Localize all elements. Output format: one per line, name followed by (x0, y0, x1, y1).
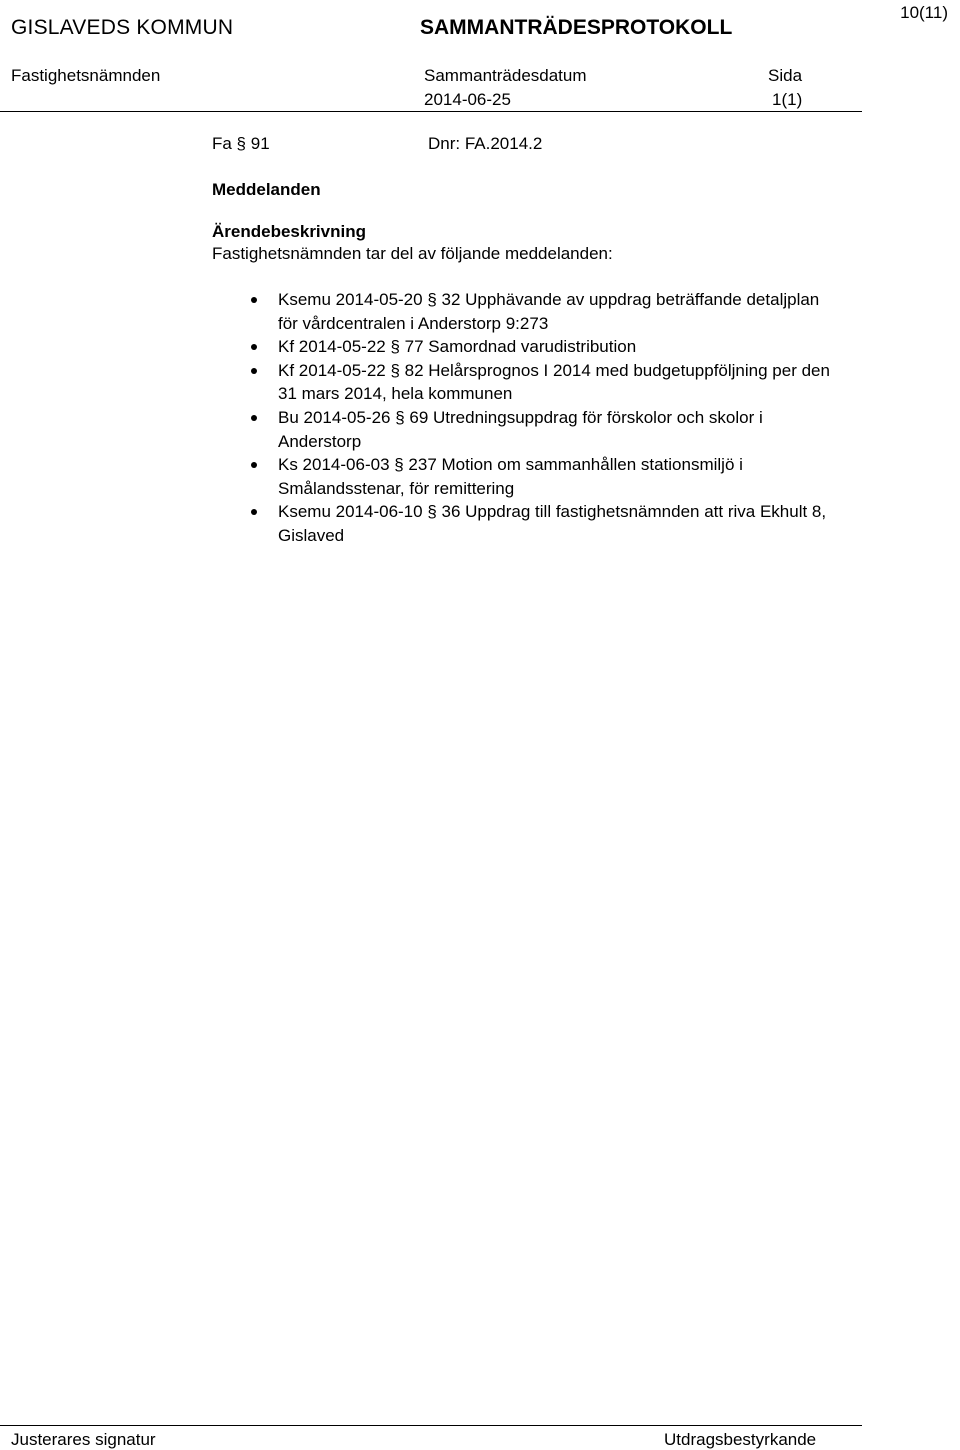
list-item (212, 453, 838, 500)
footer-divider (0, 1425, 862, 1426)
list-item-text: Ks 2014-06-03 § 237 Motion om sammanhållen stationsmiljö i Smålandsstenar, för remittering (278, 455, 743, 498)
list-item (212, 500, 838, 547)
extract-certification-label: Utdragsbestyrkande (664, 1430, 817, 1449)
intro-text: Fastighetsnämnden tar del av följande meddelanden: (212, 244, 613, 263)
bullet-icon (251, 509, 257, 515)
list-item-text: Kf 2014-05-22 § 82 Helårsprognos I 2014 med budgetuppföljning per den 31 mars 2014, hela kommunen (278, 360, 830, 404)
bullet-icon (251, 368, 257, 374)
list-item (212, 288, 838, 335)
page-counter: 10(11) (900, 3, 948, 22)
bullet-icon (251, 462, 257, 468)
list-item (212, 406, 838, 453)
list-item-text: Kf 2014-05-22 § 77 Samordnad varudistribution (278, 337, 637, 357)
bullet-icon (251, 297, 257, 303)
list-item (212, 335, 838, 359)
meeting-date-value: 2014-06-25 (424, 90, 511, 109)
case-description-heading: Ärendebeskrivning (212, 222, 366, 241)
page-value: 1(1) (772, 90, 803, 109)
list-item-text: Ksemu 2014-06-10 § 36 Uppdrag till fastighetsnämnden att riva Ekhult 8, Gislaved (278, 502, 827, 545)
diary-number: Dnr: FA.2014.2 (428, 134, 543, 153)
section-title: Meddelanden (212, 180, 321, 199)
bullet-icon (251, 344, 257, 350)
committee-name: Fastighetsnämnden (11, 66, 161, 85)
list-item-text: Bu 2014-05-26 § 69 Utredningsuppdrag för förskolor och skolor i Anderstorp (278, 407, 763, 451)
organization-name: GISLAVEDS KOMMUN (11, 16, 234, 39)
document-type: SAMMANTRÄDESPROTOKOLL (420, 16, 733, 39)
page-label: Sida (768, 66, 803, 85)
bullet-icon (251, 415, 257, 421)
protocol-content (212, 134, 862, 548)
paragraph-reference (212, 134, 862, 158)
paragraph-number: Fa § 91 (212, 134, 270, 153)
meeting-date-label: Sammanträdesdatum (424, 66, 587, 85)
list-item (212, 359, 838, 406)
list-item-text: Ksemu 2014-05-20 § 32 Upphävande av uppdrag beträffande detaljplan för vårdcentralen i Anderstorp 9:273 (278, 290, 820, 333)
adjuster-signature-label: Justerares signatur (11, 1430, 156, 1449)
message-list (212, 288, 862, 548)
header-divider (0, 111, 862, 112)
